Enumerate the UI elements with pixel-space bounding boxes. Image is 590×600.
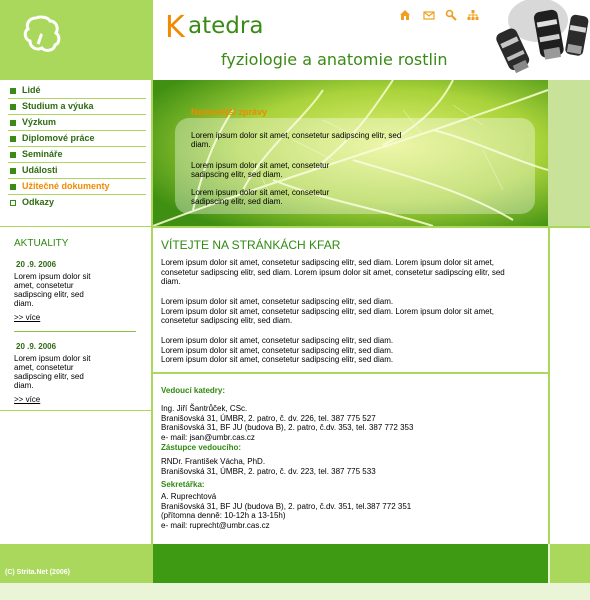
- banner-side-strip: [548, 80, 590, 226]
- main-menu: [0, 83, 152, 211]
- divider: [0, 410, 152, 411]
- brand-subtitle: fyziologie a anatomie rostlin: [221, 50, 448, 69]
- contact-heading: Sekretářka:: [161, 480, 205, 489]
- menu-item-udalosti[interactable]: [8, 163, 146, 179]
- department-logo-icon: [22, 14, 62, 54]
- contact-block: [161, 492, 541, 531]
- contact-block: [161, 457, 541, 476]
- contact-line: RNDr. František Vácha, PhD.: [161, 457, 266, 466]
- menu-item-label: Užitečné dokumenty: [22, 181, 110, 191]
- bullet-icon: [10, 152, 16, 158]
- search-icon[interactable]: [445, 9, 457, 21]
- paragraph-line: Lorem ipsum dolor sit amet, consetetur sadipscing elitr, sed diam.: [161, 345, 394, 355]
- paragraph-line: Lorem ipsum dolor sit amet, consetetur sadipscing elitr, sed diam.: [161, 336, 394, 345]
- menu-item-label: Lidé: [22, 85, 41, 95]
- contact-line[interactable]: e- mail: jsan@umbr.cas.cz: [161, 433, 255, 443]
- menu-item-label: Odkazy: [22, 197, 55, 207]
- bullet-icon: [10, 136, 16, 142]
- news-title: AKTUALITY: [14, 238, 69, 249]
- banner-line: sadipscing elitr, sed diam.: [191, 197, 283, 206]
- contact-line: A. Ruprechtová: [161, 492, 217, 501]
- main-content: [153, 226, 548, 544]
- footer-bar: [153, 544, 548, 583]
- mail-icon[interactable]: [423, 9, 435, 21]
- copyright: (C) Strita.Net (2006): [5, 569, 70, 576]
- menu-item-seminare[interactable]: [8, 147, 146, 163]
- page-title: VÍTEJTE NA STRÁNKÁCH KFAR: [161, 238, 341, 252]
- bullet-icon: [10, 104, 16, 110]
- banner-title: Nejnovější zprávy: [191, 107, 268, 117]
- menu-item-studium[interactable]: [8, 99, 146, 115]
- divider: [0, 226, 152, 227]
- news-date: 20 .9. 2006: [16, 260, 57, 269]
- news-text: Lorem ipsum dolor sit amet, consetetur sadipscing elitr, sed diam.: [14, 354, 91, 390]
- contact-heading: Zástupce vedoucího:: [161, 443, 242, 452]
- paragraph-line: Lorem ipsum dolor sit amet, consetetur sadipscing elitr, sed diam. Lorem ipsum dolor sit amet,: [161, 258, 495, 267]
- header: [153, 0, 590, 80]
- paragraph-line: consetetur sadipscing elitr, sed diam.: [161, 316, 293, 326]
- contact-line: Branišovská 31, ÚMBR, 2. patro, č. dv. 223, tel. 387 775 533: [161, 466, 376, 476]
- brand-title: atedra: [188, 13, 264, 39]
- news-more-link[interactable]: >> více: [14, 395, 41, 404]
- menu-item-lide[interactable]: [8, 83, 146, 99]
- bullet-icon: [10, 120, 16, 126]
- menu-item-label: Diplomové práce: [22, 133, 95, 143]
- paragraph: [161, 297, 543, 326]
- paragraph-line: Lorem ipsum dolor sit amet, consetetur sadipscing elitr, sed diam.: [161, 297, 394, 306]
- contact-line[interactable]: e- mail: ruprecht@umbr.cas.cz: [161, 521, 270, 531]
- banner-line: sadipscing elitr, sed diam.: [191, 170, 283, 179]
- banner-line: diam.: [191, 140, 211, 149]
- contact-line: Ing. Jiří Šantrůček, CSc.: [161, 404, 248, 413]
- paragraph-line: diam.: [161, 277, 181, 287]
- divider: [14, 331, 136, 332]
- logo-box[interactable]: [0, 0, 152, 80]
- left-footer: [0, 544, 152, 583]
- contact-line: (přítomna denně: 10-12h a 13-15h): [161, 511, 286, 521]
- right-sidebar: [548, 226, 590, 544]
- menu-item-label: Výzkum: [22, 117, 57, 127]
- contact-line: Branišovská 31, BF JU (budova B), 2. patro, č.dv. 351, tel.387 772 351: [161, 501, 412, 511]
- left-column: [0, 0, 152, 583]
- menu-item-label: Semináře: [22, 149, 63, 159]
- news-text: Lorem ipsum dolor sit amet, consetetur sadipscing elitr, sed diam.: [14, 272, 91, 308]
- banner-line: Lorem ipsum dolor sit amet, consetetur sadipscing elitr, sed: [191, 131, 402, 140]
- home-icon[interactable]: [399, 9, 411, 21]
- news-item: [14, 260, 139, 322]
- menu-item-diplomove-prace[interactable]: [8, 131, 146, 147]
- contact-heading: Vedoucí katedry:: [161, 386, 226, 395]
- bullet-icon: [10, 200, 16, 206]
- banner-line: Lorem ipsum dolor sit amet, consetetur: [191, 161, 330, 170]
- contact-line: Branišovská 31, ÚMBR, 2. patro, č. dv. 226, tel. 387 775 527: [161, 413, 376, 423]
- sitemap-icon[interactable]: [467, 9, 479, 21]
- paragraph-line: Lorem ipsum dolor sit amet, consetetur sadipscing elitr, sed diam.: [161, 355, 394, 365]
- paragraph: [161, 258, 543, 287]
- paragraph-line: Lorem ipsum dolor sit amet, consetetur sadipscing elitr, sed diam. Lorem ipsum dolor sit amet,: [161, 306, 495, 316]
- bullet-icon: [10, 88, 16, 94]
- brand-initial: K: [165, 10, 185, 45]
- menu-item-vyzkum[interactable]: [8, 115, 146, 131]
- menu-item-label: Události: [22, 165, 58, 175]
- news-date: 20 .9. 2006: [16, 342, 57, 351]
- banner-line: Lorem ipsum dolor sit amet, consetetur: [191, 188, 330, 197]
- footer-right: [550, 544, 590, 583]
- bullet-icon: [10, 184, 16, 190]
- microscope-image: [483, 0, 590, 80]
- news-more-link[interactable]: >> více: [14, 313, 41, 322]
- paragraph: [161, 336, 543, 365]
- bullet-icon: [10, 168, 16, 174]
- contact-block: [161, 404, 541, 443]
- divider: [153, 372, 548, 374]
- menu-item-label: Studium a výuka: [22, 101, 94, 111]
- news-item: [14, 342, 139, 404]
- contact-line: Branišovská 31, BF JU (budova B), 2. patro, č.dv. 353, tel. 387 772 353: [161, 423, 414, 433]
- menu-item-odkazy[interactable]: [8, 195, 146, 211]
- paragraph-line: consetetur sadipscing elitr, sed diam. Lorem ipsum dolor sit amet, consetetur sadipscing elitr, sed: [161, 267, 505, 277]
- news-banner: [153, 80, 548, 226]
- menu-item-uzitecne-dokumenty[interactable]: [8, 179, 146, 195]
